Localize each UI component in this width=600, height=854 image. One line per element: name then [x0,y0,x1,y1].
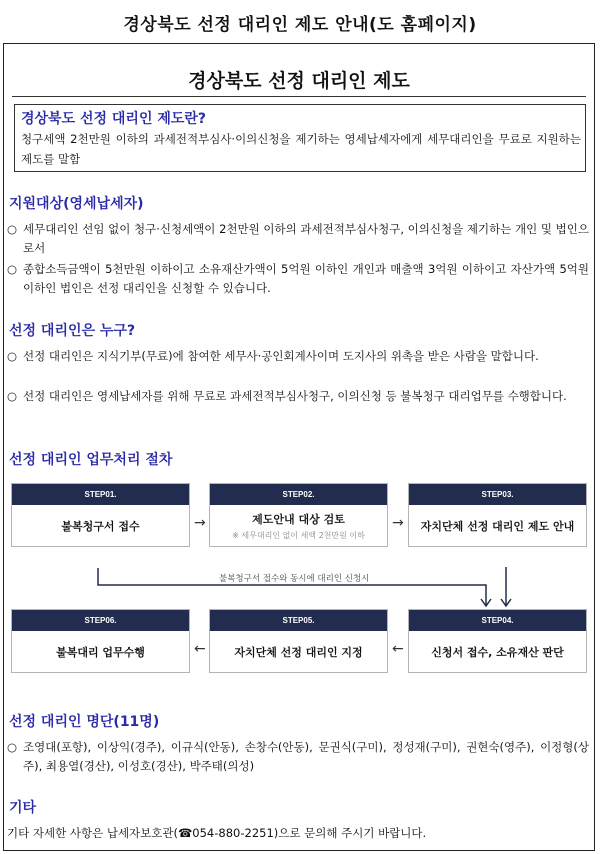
bullet-icon: ○ [7,740,18,754]
targets-item-1-text: 세무대리인 선임 없이 청구·신청세액이 2천만원 이하의 과세전적부심사청구, 이의신청을 제기하는 개인 및 법인으로서 [23,222,589,255]
list-item [7,738,589,776]
step-02-note: ※ 세무대리인 없이 세액 2천만원 이하 [232,530,365,540]
step-03-label: STEP03. [409,484,586,505]
simultaneous-note: 불복청구서 접수와 동시에 대리인 신청시 [219,574,370,584]
who-item-1-text: 선정 대리인은 지식기부(무료)에 참여한 세무사·공인회계사이며 도지사의 위촉을 받은 사람을 말합니다. [23,349,539,363]
definition-title: 경상북도 선정 대리인 제도란? [21,111,207,127]
process-heading: 선정 대리인 업무처리 절차 [9,452,173,468]
step-05-label: STEP05. [210,610,387,631]
arrow-right-icon: → [392,515,404,531]
step-02 [209,483,388,547]
step-04-label: STEP04. [409,610,586,631]
bullet-icon: ○ [7,349,18,363]
other-text: 기타 자세한 사항은 납세자보호관(☎054-880-2251)으로 문의해 주시기 바랍니다. [7,826,427,840]
step-03 [408,483,587,547]
step-05-text: 자치단체 선정 대리인 지정 [234,645,363,659]
list-heading: 선정 대리인 명단(11명) [9,714,160,730]
definition-text: 청구세액 2천만원 이하의 과세전적부심사·이의신청을 제기하는 영세납세자에게 세무대리인을 무료로 지원하는 제도를 말함 [21,132,581,166]
bullet-icon: ○ [7,389,18,403]
who-item-2-text: 선정 대리인은 영세납세자를 위해 무료로 과세전적부심사청구, 이의신청 등 불복청구 대리업무를 수행합니다. [23,389,567,403]
step-06-text: 불복대리 업무수행 [56,645,145,659]
document-title: 경상북도 선정 대리인 제도 [188,70,410,92]
arrow-left-icon: ← [392,641,404,657]
bullet-icon: ○ [7,222,18,236]
arrow-right-icon: → [194,515,206,531]
who-heading: 선정 대리인은 누구? [9,323,136,339]
step-01 [11,483,190,547]
page-title: 경상북도 선정 대리인 제도 안내(도 홈페이지) [123,15,477,35]
document-frame [3,43,595,851]
bullet-icon: ○ [7,262,18,276]
arrow-left-icon: ← [194,641,206,657]
step-06 [11,609,190,673]
targets-item-2-text: 종합소득금액이 5천만원 이하이고 소유재산가액이 5억원 이하인 개인과 매출액 3억원 이하이고 자산가액 5억원 이하인 법인은 선정 대리인을 신청할 수 있습니다. [23,262,589,295]
step-04 [408,609,587,673]
step-01-label: STEP01. [12,484,189,505]
step-04-text: 신청서 접수, 소유재산 판단 [431,645,564,659]
step-02-text: 제도안내 대상 검토 [252,512,345,526]
step-02-label: STEP02. [210,484,387,505]
step-06-label: STEP06. [12,610,189,631]
list-text: 조영대(포항), 이상익(경주), 이규식(안동), 손창수(안동), 문권식(구미), 정성재(구미), 권현숙(영주), 이정형(상주), 최용열(경산), 이성호(경산), 박주태(의성) [23,740,589,773]
other-heading: 기타 [9,800,37,816]
step-05 [209,609,388,673]
step-03-text: 자치단체 선정 대리인 제도 안내 [420,519,575,533]
step-01-text: 불복청구서 접수 [61,519,140,533]
targets-heading: 지원대상(영세납세자) [9,196,144,212]
